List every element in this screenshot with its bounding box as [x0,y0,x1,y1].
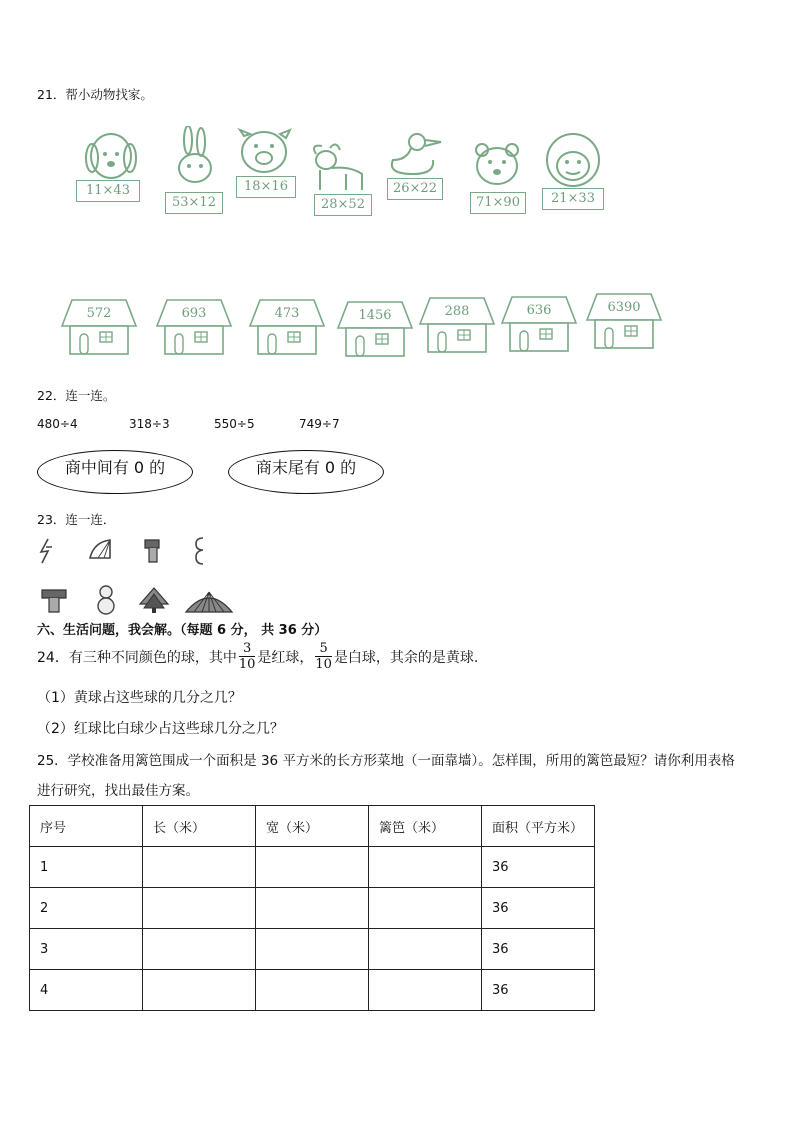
monkey-icon [540,132,610,212]
half-mushroom-icon [143,536,165,564]
house [418,296,496,356]
header-cell: 面积（平方米） [482,806,595,847]
q22-expr: 318÷3 [129,417,170,431]
table-header-row [30,806,595,847]
house [248,298,326,358]
rabbit-icon [163,126,225,216]
tree-icon [138,586,170,614]
table-cell[interactable] [369,929,482,970]
house-number: 473 [274,306,300,321]
house-number: 636 [526,303,552,318]
house-number: 693 [181,306,207,321]
table-cell[interactable] [256,970,369,1011]
mushroom-icon [40,586,68,614]
q22-expr: 550÷5 [214,417,255,431]
q24-mid: 是红球， [257,649,314,666]
table-cell[interactable] [143,929,256,970]
plan-table [29,805,595,1011]
oval-end-zero: 商末尾有 0 的 [228,450,384,494]
q24-sub1: （1）黄球占这些球的几分之几？ [37,690,242,706]
table-cell: 36 [482,847,595,888]
table-cell[interactable] [143,888,256,929]
animal-sign: 28×52 [314,194,372,216]
table-cell: 2 [30,888,143,929]
goat-icon [306,140,374,220]
table-cell[interactable] [369,847,482,888]
house-number: 572 [86,306,112,321]
q23-title: 23．连一连． [37,512,116,527]
animal-sign: 53×12 [165,192,223,214]
table-cell: 36 [482,970,595,1011]
q22-expr: 749÷7 [299,417,340,431]
house [155,298,233,358]
pig-icon [234,128,298,200]
house-number: 1456 [358,308,392,323]
table-cell[interactable] [256,888,369,929]
table-cell: 36 [482,888,595,929]
q24-lead: 24．有三种不同颜色的球，其中 [37,649,237,666]
section6-heading: 六、生活问题，我会解。（每题 6 分， 共 36 分） [37,623,328,638]
dog-icon [76,128,146,208]
house [585,292,663,352]
table-cell: 36 [482,929,595,970]
duck-icon [383,130,447,204]
table-cell[interactable] [369,888,482,929]
header-cell: 篱笆（米） [369,806,482,847]
bear-icon [466,140,530,216]
animal-sign: 11×43 [76,180,140,202]
table-cell[interactable] [256,929,369,970]
half-lightning-icon [38,538,58,564]
house [500,295,578,355]
table-cell: 1 [30,847,143,888]
q22-title: 22．连一连。 [37,388,116,403]
q24-question [37,641,478,672]
table-cell[interactable] [143,970,256,1011]
q25-line2: 进行研究，找出最佳方案。 [37,783,199,799]
table-cell[interactable] [143,847,256,888]
q24-sub2: （2）红球比白球少占这些球几分之几？ [37,721,284,737]
q21-title: 21．帮小动物找家。 [37,87,153,102]
q24-tail: 是白球，其余的是黄球. [333,649,479,666]
house-number: 288 [444,304,470,319]
header-cell: 长（米） [143,806,256,847]
house [60,298,138,358]
fraction-denominator: 10 [315,657,332,672]
table-row [30,888,595,929]
umbrella-icon [184,590,234,616]
q25-line1: 25．学校准备用篱笆围成一个面积是 36 平方米的长方形菜地（一面靠墙）。怎样围，所用的篱笆最短？请你利用表格 [37,753,735,769]
animal-sign: 26×22 [387,178,443,200]
table-row [30,847,595,888]
table-row [30,970,595,1011]
table-cell: 3 [30,929,143,970]
animal-sign: 21×33 [542,188,604,210]
snowman-icon [95,584,117,616]
table-cell: 4 [30,970,143,1011]
animal-sign: 18×16 [236,176,296,198]
header-cell: 序号 [30,806,143,847]
half-umbrella-icon [88,538,114,562]
animal-sign: 71×90 [470,192,526,214]
house-number: 6390 [607,300,641,315]
house [336,300,414,360]
table-cell[interactable] [256,847,369,888]
table-cell[interactable] [369,970,482,1011]
fraction-5-10 [315,641,332,672]
fraction-numerator: 3 [239,641,256,657]
half-snowman-icon [195,536,211,566]
oval-middle-zero: 商中间有 0 的 [37,450,193,494]
q22-expr: 480÷4 [37,417,78,431]
table-row [30,929,595,970]
fraction-numerator: 5 [315,641,332,657]
fraction-denominator: 10 [238,657,256,672]
header-cell: 宽（米） [256,806,369,847]
fraction-3-10 [239,641,256,672]
